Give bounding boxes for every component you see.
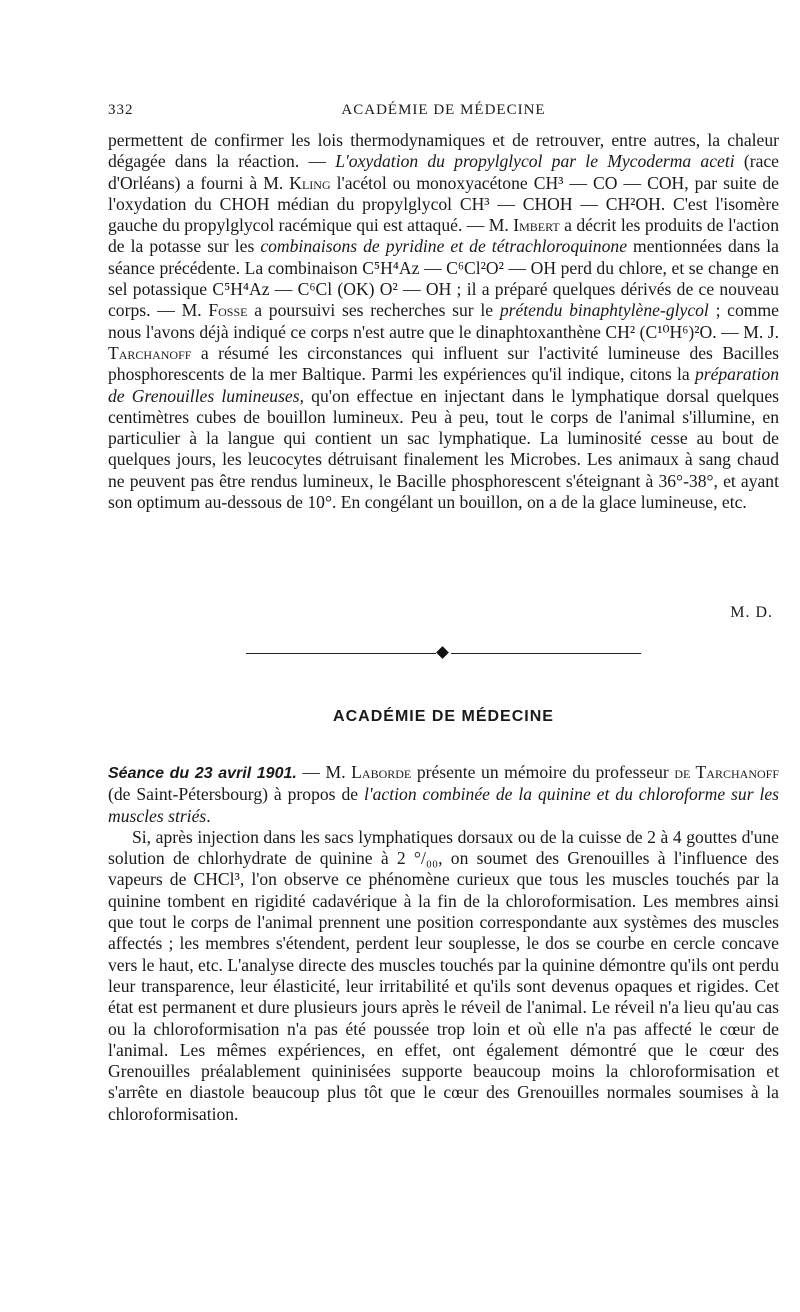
running-header [106, 102, 781, 124]
paragraph: Séance du 23 avril 1901. — M. Laborde présente un mémoire du professeur de Tarchanoff (de Saint-Pétersbourg) à propos de l'action combinée de la quinine et du chloroforme sur les muscles striés. [108, 762, 780, 826]
diamond-ornament-icon [436, 646, 449, 659]
divider-rule [451, 653, 641, 654]
author-name: Fosse [208, 300, 248, 321]
article-chemistry-report [108, 130, 779, 513]
italic-title: l'action combinée de la quinine et du chloroforme sur les muscles striés [108, 784, 780, 826]
italic-title: combinaisons de pyridine et de tétrachloroquinone [260, 236, 628, 257]
document-page [106, 0, 781, 1312]
section-divider [246, 646, 641, 662]
divider-rule [246, 653, 436, 654]
article-academy-session [108, 762, 779, 1125]
page-number: 332 [108, 102, 134, 118]
running-title: ACADÉMIE DE MÉDECINE [341, 102, 546, 118]
session-date: Séance du 23 avril 1901. [108, 765, 297, 782]
signature: M. D. [730, 604, 773, 621]
author-name: Laborde [351, 762, 412, 782]
italic-title: L'oxydation du propylglycol par le Mycoderma aceti [335, 151, 735, 172]
paragraph: Si, après injection dans les sacs lymphatiques dorsaux ou de la cuisse de 2 à 4 gouttes d'une solution de chlorhydrate de quinine à 2 °/₀₀, on soumet des Grenouilles à l'influence des vapeurs de CHCl³, l'on observe ce phénomène curieux que tous les muscles touchés par la quinine tombent en rigidité cadavérique à la fin de la chloroformisation. Les membres ainsi que tout le corps de l'animal prennent une position correspondante aux systèmes des muscles affectés ; les membres s'étendent, perdent leur souplesse, le dos se courbe en cercle concave vers le haut, etc. L'analyse directe des muscles touchés par la quinine démontre qu'ils ont perdu leur transparence, leur élasticité, leur irritabilité et qu'ils sont devenus opaques et rigides. Cet état est permanent et dure plusieurs jours après le réveil de l'animal. Le réveil n'a lieu qu'au cas ou la chloroformisation n'a pas été poussée trop loin et où elle n'a pas affecté le cœur de l'animal. Les mêmes expériences, en effet, ont également démontré que le cœur des Grenouilles préalablement quininisées supporte beaucoup moins la chloroformisation et s'arrête en diastole beaucoup plus tôt que le cœur des Grenouilles normales soumises à la chloroformisation. [108, 826, 779, 1124]
author-name: Tarchanoff [108, 342, 192, 363]
italic-title: prétendu binaphtylène-glycol [499, 300, 709, 321]
italic-title: préparation de Grenouilles lumineuses [108, 364, 779, 406]
paragraph: permettent de confirmer les lois thermodynamiques et de retrouver, entre autres, la chaleur dégagée dans la réaction. — L'oxydation du propylglycol par le Mycoderma aceti (race d'Orléans) a fourni à M. Kling l'acétol ou monoxyacétone CH³ — CO — COH, par suite de l'oxydation du CHOH médian du propylglycol CH³ — CHOH — CH²OH. C'est l'isomère gauche du propylglycol racémique qui est attaqué. — M. Imbert a décrit les produits de l'action de la potasse sur les combinaisons de pyridine et de tétrachloroquinone mentionnées dans la séance précédente. La combinaison C⁵H⁴Az — C⁶Cl²O² — OH perd du chlore, et se change en sel potassique C⁵H⁴Az — C⁶Cl (OK) O² — OH ; il a préparé quelques dérivés de ce nouveau corps. — M. Fosse a poursuivi ses recherches sur le prétendu binaphtylène-glycol ; comme nous l'avons déjà indiqué ce corps n'est autre que le dinaphtoxanthène CH² (C¹⁰H⁶)²O. — M. J. Tarchanoff a résumé les circonstances qui influent sur l'activité lumineuse des Bacilles phosphorescents de la mer Baltique. Parmi les expériences qu'il indique, citons la préparation de Grenouilles lumineuses, qu'on effectue en injectant dans le lymphatique dorsal quelques centimètres cubes de bouillon lumineux. Peu à peu, tout le corps de l'animal s'illumine, en particulier à la langue qui contient un sac lymphatique. La luminosité cesse au bout de quelques jours, les leucocytes détruisant finalement les Microbes. Les animaux à sang chaud ne peuvent pas être rendus lumineux, le Bacille phosphorescent s'éteignant à 36°-38°, et ayant son optimum au-dessous de 10°. En congélant un bouillon, on a de la glace lumineuse, etc. [108, 130, 779, 513]
author-name: Kling [289, 172, 331, 193]
author-name: de Tarchanoff [674, 762, 779, 782]
section-heading: ACADÉMIE DE MÉDECINE [333, 708, 554, 725]
author-name: Imbert [513, 215, 560, 236]
